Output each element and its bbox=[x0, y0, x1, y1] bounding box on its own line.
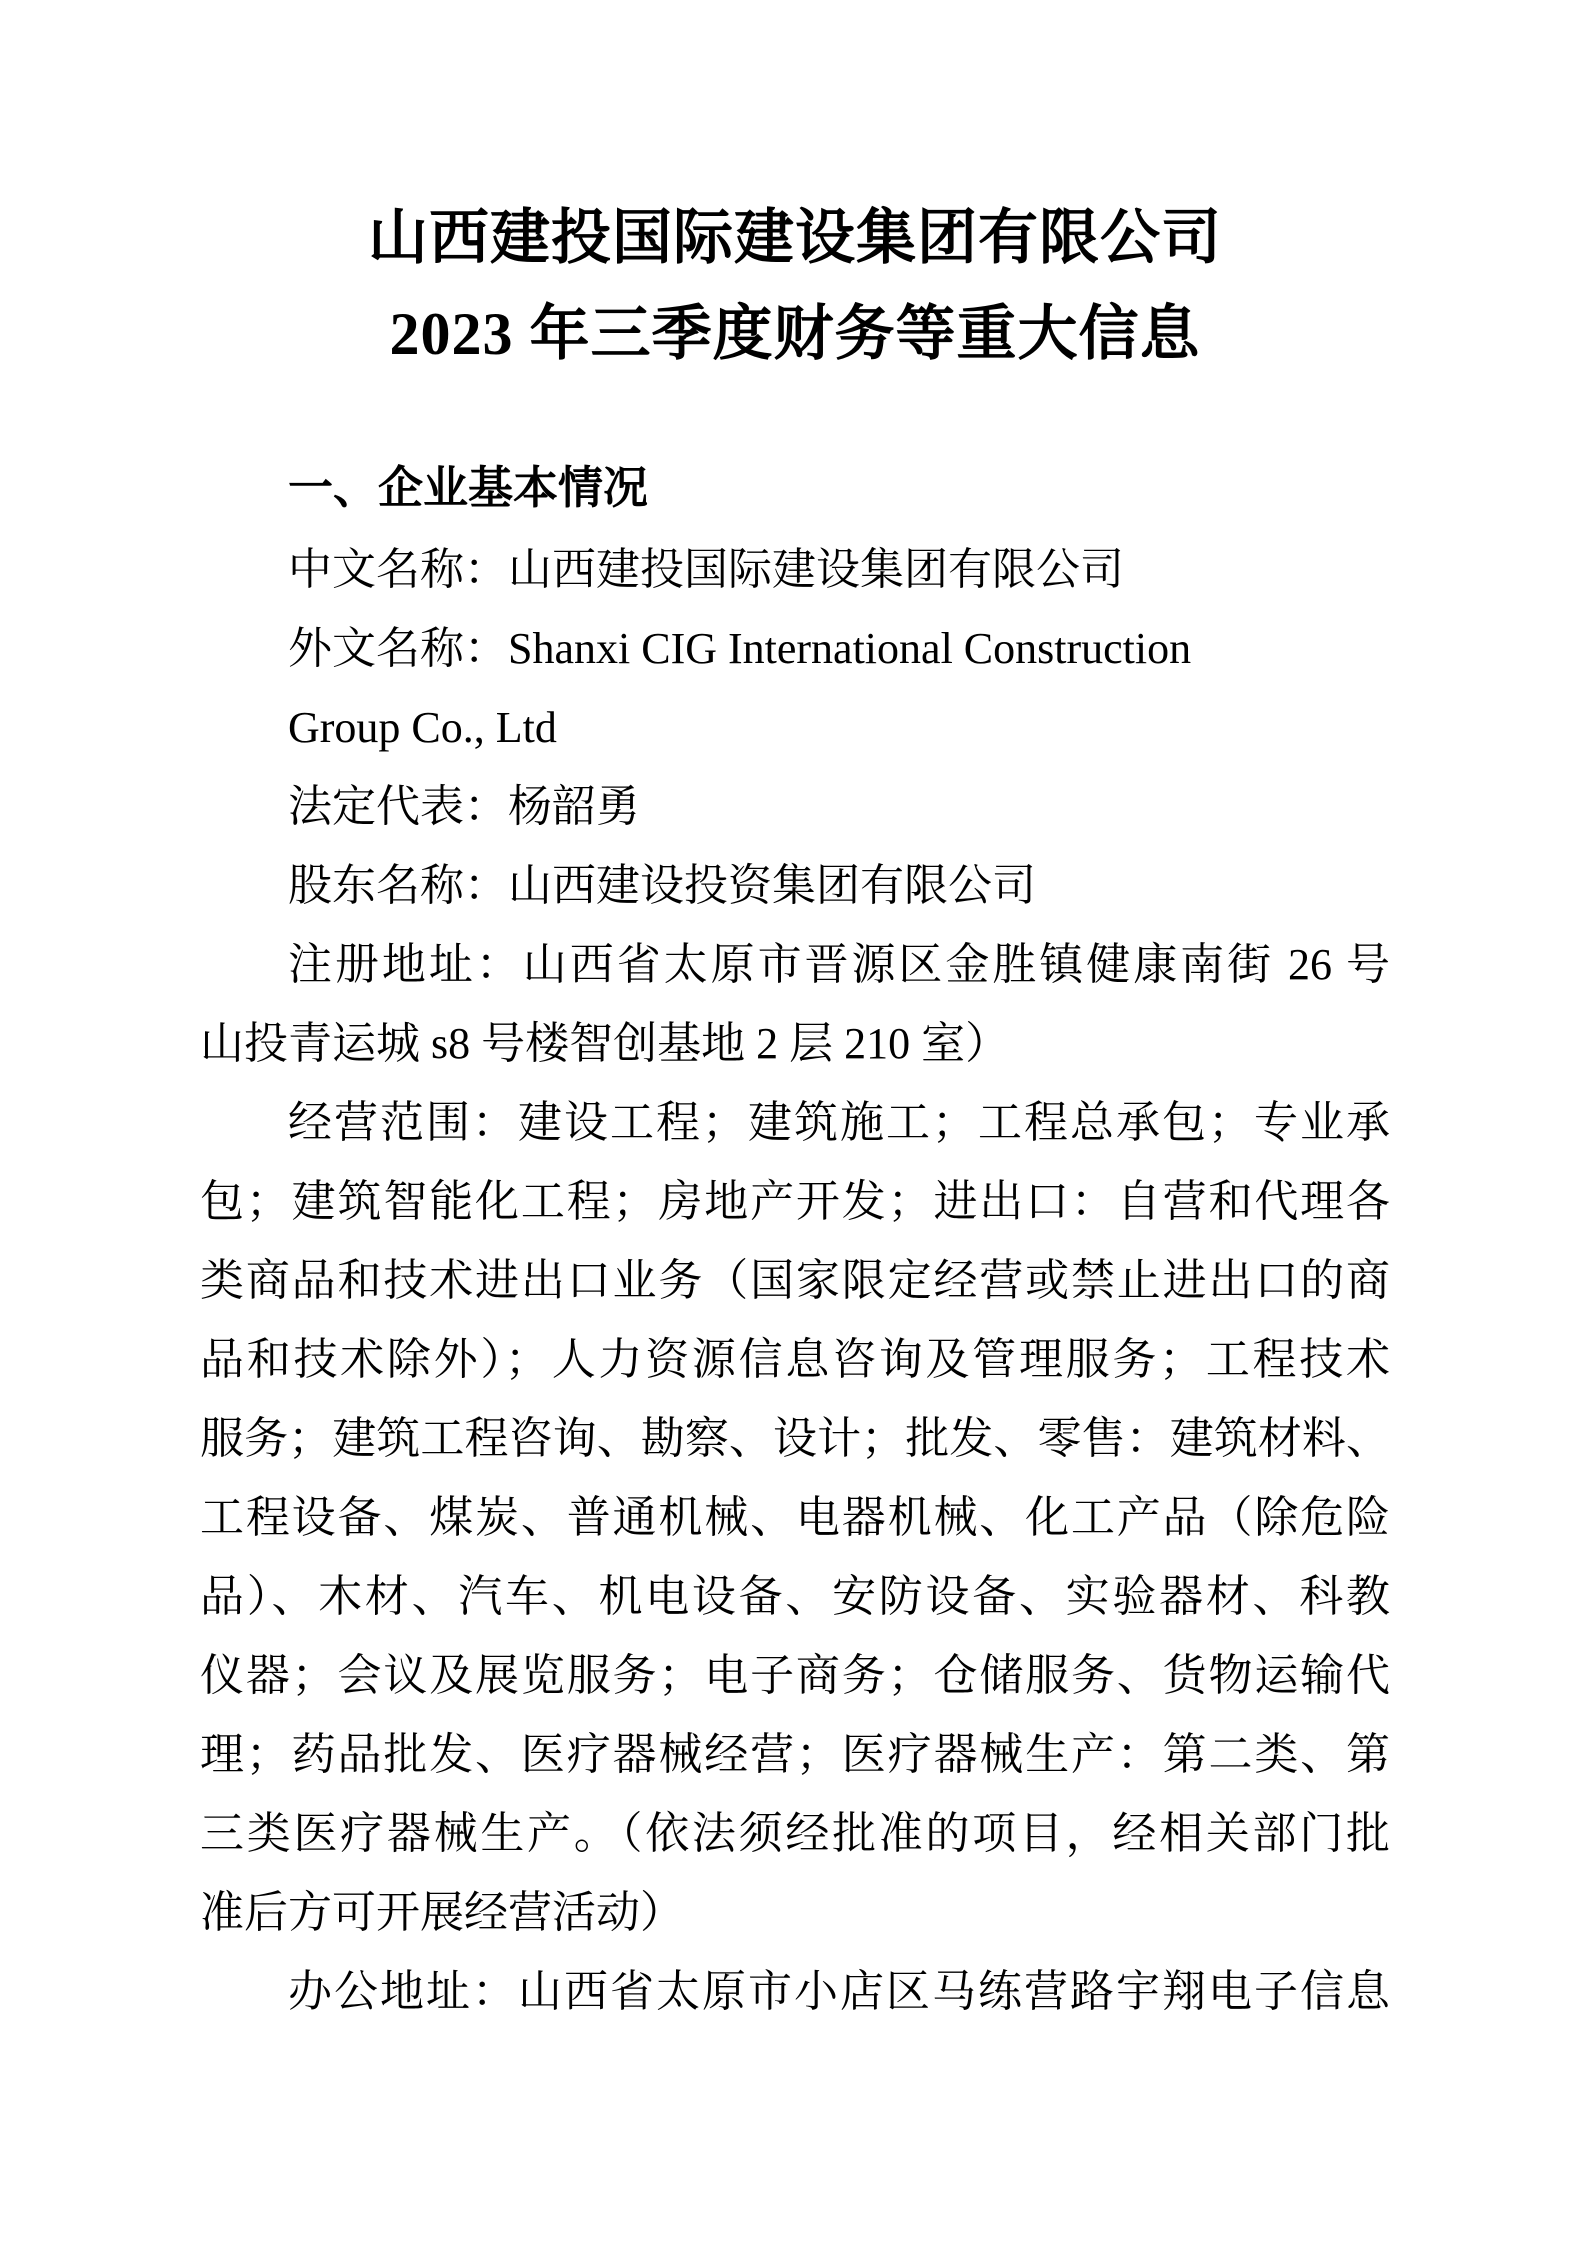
document-title bbox=[200, 190, 1390, 382]
body-line: 仪器；会议及展览服务；电子商务；仓储服务、货物运输代 bbox=[200, 1651, 1390, 1700]
body-line: 中文名称：山西建投国际建设集团有限公司 bbox=[288, 545, 1124, 594]
body-line: Group Co., Ltd bbox=[288, 703, 557, 752]
body-line: 包；建筑智能化工程；房地产开发；进出口：自营和代理各 bbox=[200, 1177, 1390, 1226]
body-line: 法定代表：杨韶勇 bbox=[288, 782, 640, 831]
body-line: 办公地址：山西省太原市小店区马练营路宇翔电子信息 bbox=[288, 1967, 1390, 2016]
title-line-2: 2023 年三季度财务等重大信息 bbox=[389, 301, 1201, 367]
body-line: 山投青运城 s8 号楼智创基地 2 层 210 室） bbox=[200, 1019, 1010, 1068]
body-line: 类商品和技术进出口业务（国家限定经营或禁止进出口的商 bbox=[200, 1256, 1390, 1305]
title-line-1: 山西建投国际建设集团有限公司 bbox=[368, 205, 1222, 271]
body-line: 经营范围：建设工程；建筑施工；工程总承包；专业承 bbox=[288, 1098, 1390, 1147]
body-line: 三类医疗器械生产。（依法须经批准的项目，经相关部门批 bbox=[200, 1809, 1390, 1858]
body-line: 外文名称：Shanxi CIG International Construction bbox=[288, 624, 1192, 673]
document-body bbox=[200, 530, 1390, 2031]
section-heading: 一、企业基本情况 bbox=[288, 462, 649, 513]
body-line: 服务；建筑工程咨询、勘察、设计；批发、零售：建筑材料、 bbox=[200, 1414, 1390, 1463]
body-line: 品）、木材、汽车、机电设备、安防设备、实验器材、科教 bbox=[200, 1572, 1390, 1621]
body-line: 理；药品批发、医疗器械经营；医疗器械生产：第二类、第 bbox=[200, 1730, 1390, 1779]
body-line: 品和技术除外）；人力资源信息咨询及管理服务；工程技术 bbox=[200, 1335, 1390, 1384]
body-line: 注册地址：山西省太原市晋源区金胜镇健康南街 26 号 bbox=[288, 940, 1390, 989]
body-line: 股东名称：山西建设投资集团有限公司 bbox=[288, 861, 1036, 910]
body-line: 工程设备、煤炭、普通机械、电器机械、化工产品（除危险 bbox=[200, 1493, 1390, 1542]
body-line: 准后方可开展经营活动） bbox=[200, 1888, 684, 1937]
